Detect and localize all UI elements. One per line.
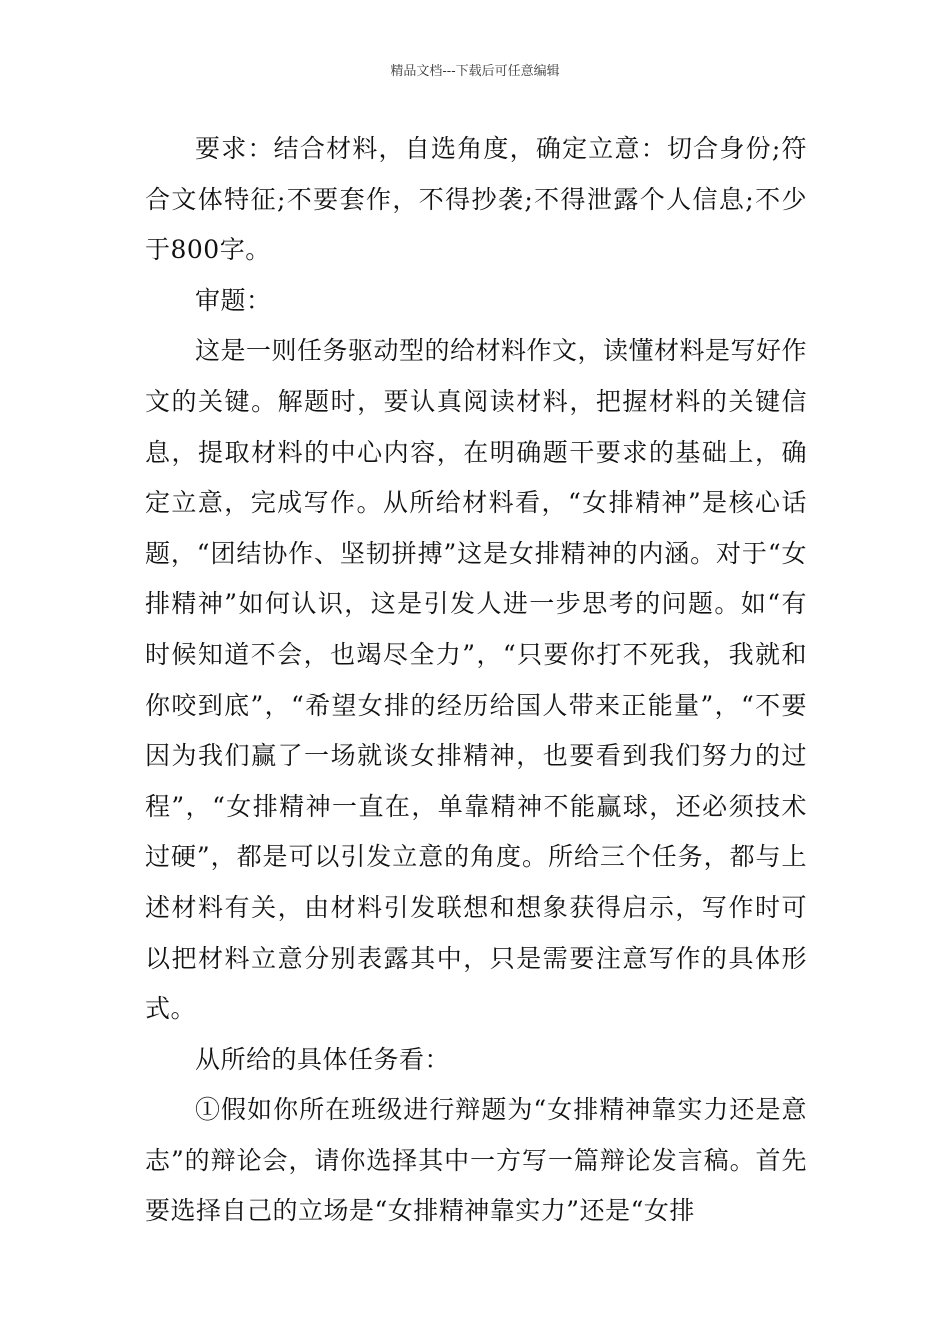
paragraph-review-heading: 审题：	[195, 285, 272, 315]
paragraph-requirements: 要求：结合材料，自选角度，确定立意：切合身份;符合文体特征;不要套作，不得抄袭;不得泄露个人信息;不少于800字。	[145, 134, 807, 265]
paragraph-tasks-heading: 从所给的具体任务看：	[195, 1044, 451, 1074]
paragraph-analysis: 这是一则任务驱动型的给材料作文，读懂材料是写好作文的关键。解题时，要认真阅读材料，把握材料的关键信息，提取材料的中心内容，在明确题干要求的基础上，确定立意，完成写作。从所给材料看，“女排精神”是核心话题，“团结协作、坚韧拼搏”这是女排精神的内涵。对于“女排精神”如何认识，这是引发人进一步思考的问题。如“有时候知道不会，也竭尽全力”，“只要你打不死我，我就和你咬到底”，“希望女排的经历给国人带来正能量”，“不要因为我们赢了一场就谈女排精神，也要看到我们努力的过程”，“女排精神一直在，单靠精神不能赢球，还必须技术过硬”，都是可以引发立意的角度。所给三个任务，都与上述材料有关，由材料引发联想和想象获得启示，写作时可以把材料立意分别表露其中，只是需要注意写作的具体形式。	[145, 336, 808, 1024]
page-header: 精品文档---下载后可任意编辑	[390, 64, 560, 79]
paragraph-task-one: ①假如你所在班级进行辩题为“女排精神靠实力还是意志”的辩论会，请你选择其中一方写一篇辩论发言稿。首先要选择自己的立场是“女排精神靠实力”还是“女排	[145, 1095, 807, 1226]
document-body	[145, 124, 807, 1237]
